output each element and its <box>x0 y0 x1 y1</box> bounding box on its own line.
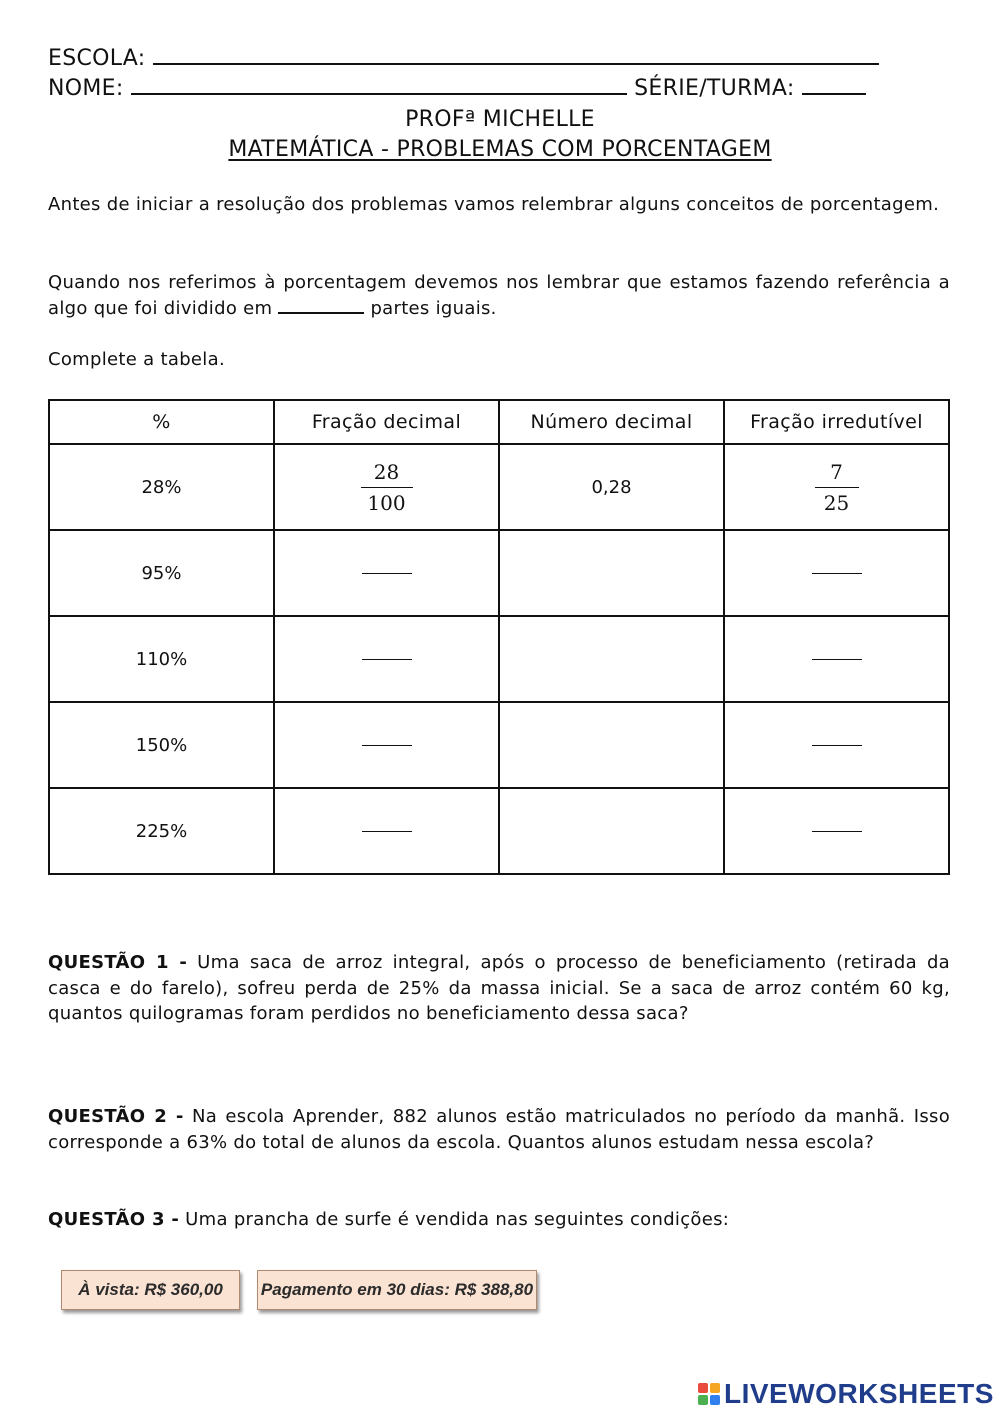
liveworksheets-logo <box>698 1378 994 1410</box>
empty-fraction-bar <box>362 659 412 660</box>
escola-label: ESCOLA: <box>48 46 146 71</box>
parts-blank[interactable] <box>278 298 364 314</box>
intro-paragraph-1: Antes de iniciar a resolução dos problemas vamos relembrar alguns conceitos de porcentagem. <box>48 194 940 215</box>
empty-fraction-bar <box>812 745 862 746</box>
escola-line <box>48 46 879 71</box>
decimal-number-cell: 0,28 <box>499 444 724 530</box>
question-3-label: QUESTÃO 3 - <box>48 1209 180 1230</box>
decimal-fraction-cell[interactable] <box>274 788 499 874</box>
table-header-row <box>49 400 949 444</box>
table-row <box>49 702 949 788</box>
decimal-fraction-cell <box>274 444 499 530</box>
fraction-numerator: 7 <box>830 459 843 484</box>
empty-fraction-bar <box>362 831 412 832</box>
escola-blank[interactable] <box>153 47 879 65</box>
table-row <box>49 444 949 530</box>
decimal-number-cell[interactable] <box>499 702 724 788</box>
intro-paragraph-2 <box>48 270 950 321</box>
serie-blank[interactable] <box>802 77 866 95</box>
decimal-fraction-cell[interactable] <box>274 702 499 788</box>
subject-title-text: MATEMÁTICA - PROBLEMAS COM PORCENTAGEM <box>228 137 772 162</box>
question-1-label: QUESTÃO 1 - <box>48 952 188 973</box>
empty-fraction-bar <box>812 573 862 574</box>
question-1 <box>48 950 950 1027</box>
decimal-number-cell[interactable] <box>499 616 724 702</box>
percent-cell: 225% <box>49 788 274 874</box>
empty-fraction-bar <box>812 831 862 832</box>
logo-square-blue <box>710 1395 720 1405</box>
empty-fraction-bar <box>812 659 862 660</box>
percent-cell: 95% <box>49 530 274 616</box>
logo-mark-icon <box>698 1383 720 1405</box>
irreducible-fraction-cell[interactable] <box>724 702 949 788</box>
nome-line <box>48 76 866 101</box>
teacher-name: PROFª MICHELLE <box>405 107 595 132</box>
percent-cell: 150% <box>49 702 274 788</box>
fraction-numerator: 28 <box>373 459 400 484</box>
intro-p2-after: partes iguais. <box>370 297 497 319</box>
decimal-number-cell[interactable] <box>499 530 724 616</box>
table-row <box>49 616 949 702</box>
question-3-text: Uma prancha de surfe é vendida nas seguintes condições: <box>185 1209 730 1230</box>
logo-square-orange <box>710 1383 720 1393</box>
col-irreducible-fraction: Fração irredutível <box>724 400 949 444</box>
nome-blank[interactable] <box>131 77 627 95</box>
empty-fraction-bar <box>362 745 412 746</box>
irreducible-fraction-cell[interactable] <box>724 616 949 702</box>
decimal-number-cell[interactable] <box>499 788 724 874</box>
question-1-text: Uma saca de arroz integral, após o processo de beneficiamento (retirada da casca e do farelo), sofreu perda de 25% da massa inicial. Se a saca de arroz contém 60 kg, quantos quilogramas foram perdidos no beneficiamento dessa saca? <box>48 952 951 1024</box>
empty-fraction-bar <box>362 573 412 574</box>
irreducible-fraction-cell[interactable] <box>724 788 949 874</box>
col-decimal-number: Número decimal <box>499 400 724 444</box>
table-row <box>49 788 949 874</box>
intro-p2-before: Quando nos referimos à porcentagem devemos nos lembrar que estamos fazendo referência a algo que foi dividido em <box>48 272 950 319</box>
question-3 <box>48 1207 950 1233</box>
logo-text: LIVEWORKSHEETS <box>724 1378 994 1409</box>
decimal-fraction-cell[interactable] <box>274 616 499 702</box>
subject-title <box>0 137 1000 162</box>
nome-label: NOME: <box>48 76 124 101</box>
question-2-text: Na escola Aprender, 882 alunos estão matriculados no período da manhã. Isso corresponde a 63% do total de alunos da escola. Quantos alunos estudam nessa escola? <box>48 1106 951 1153</box>
fraction-denominator: 100 <box>367 490 406 515</box>
percent-cell: 28% <box>49 444 274 530</box>
table-instruction: Complete a tabela. <box>48 349 225 370</box>
irreducible-fraction-cell[interactable] <box>724 530 949 616</box>
logo-square-green <box>698 1395 708 1405</box>
price-deferred-box: Pagamento em 30 dias: R$ 388,80 <box>257 1270 537 1310</box>
price-cash-box: À vista: R$ 360,00 <box>61 1270 240 1310</box>
irreducible-fraction-cell <box>724 444 949 530</box>
col-percent: % <box>49 400 274 444</box>
table-row <box>49 530 949 616</box>
decimal-fraction <box>361 460 413 515</box>
col-decimal-fraction: Fração decimal <box>274 400 499 444</box>
percent-cell: 110% <box>49 616 274 702</box>
serie-label: SÉRIE/TURMA: <box>634 76 795 101</box>
percentage-table <box>48 399 950 875</box>
fraction-denominator: 25 <box>823 490 850 515</box>
question-2-label: QUESTÃO 2 - <box>48 1106 184 1127</box>
irreducible-fraction <box>815 460 859 515</box>
logo-square-red <box>698 1383 708 1393</box>
question-2 <box>48 1104 950 1155</box>
decimal-fraction-cell[interactable] <box>274 530 499 616</box>
